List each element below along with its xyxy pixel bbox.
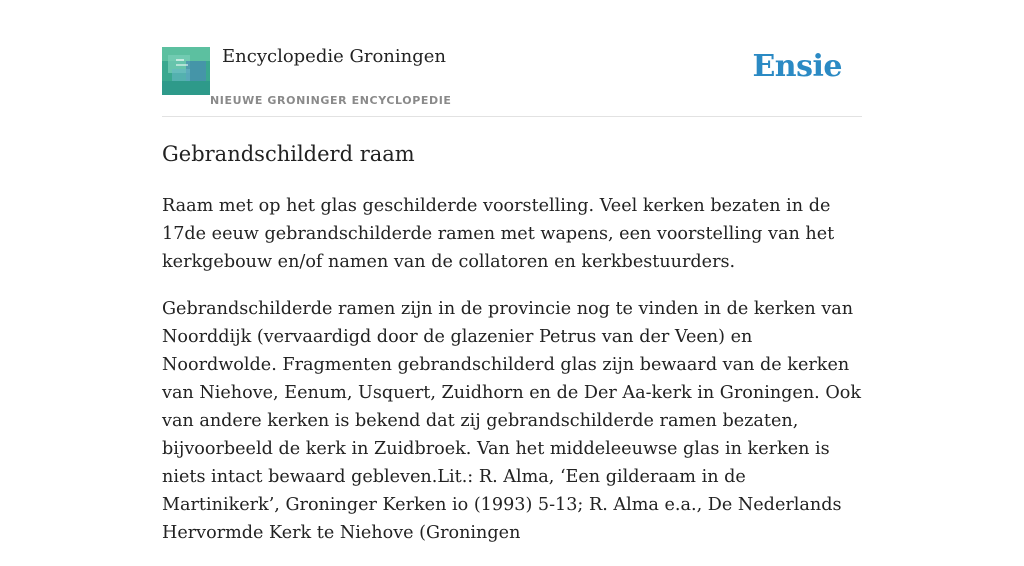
article-paragraph: Gebrandschilderde ramen zijn in de provincie nog te vinden in de kerken van Noorddijk (vervaardigd door de glazenier Petrus van der Veen) en Noordwolde. Fragmenten gebrandschilderd glas zijn bewaard van de kerken van Niehove, Eenum, Usquert, Zuidhorn en de Der Aa-kerk in Groningen. Ook van andere kerken is bekend dat zij gebrandschilderde ramen bezaten, bijvoorbeeld de kerk in Zuidbroek. Van het middeleeuwse glas in kerken is niets intact bewaard gebleven.Lit.: R. Alma, ‘Een gilderaam in de Martinikerk’, Groninger Kerken io (1993) 5-13; R. Alma e.a., De Nederlands Hervormde Kerk te Niehove (Groningen	[162, 299, 862, 543]
site-logo[interactable]	[162, 47, 210, 95]
article	[162, 138, 862, 566]
article-title: Gebrandschilderd raam	[162, 142, 415, 166]
site-header	[162, 46, 862, 117]
article-paragraph: Raam met op het glas geschilderde voorstelling. Veel kerken bezaten in de 17de eeuw gebrandschilderde ramen met wapens, een voorstelling van het kerkgebouw en/of namen van de collatoren en kerkbestuurders.	[162, 196, 835, 272]
site-title[interactable]: Encyclopedie Groningen	[222, 46, 447, 67]
site-subtitle: NIEUWE GRONINGER ENCYCLOPEDIE	[210, 94, 452, 107]
logo-image-icon	[162, 47, 210, 95]
ensie-brand-logo[interactable]: Ensie	[752, 49, 842, 84]
